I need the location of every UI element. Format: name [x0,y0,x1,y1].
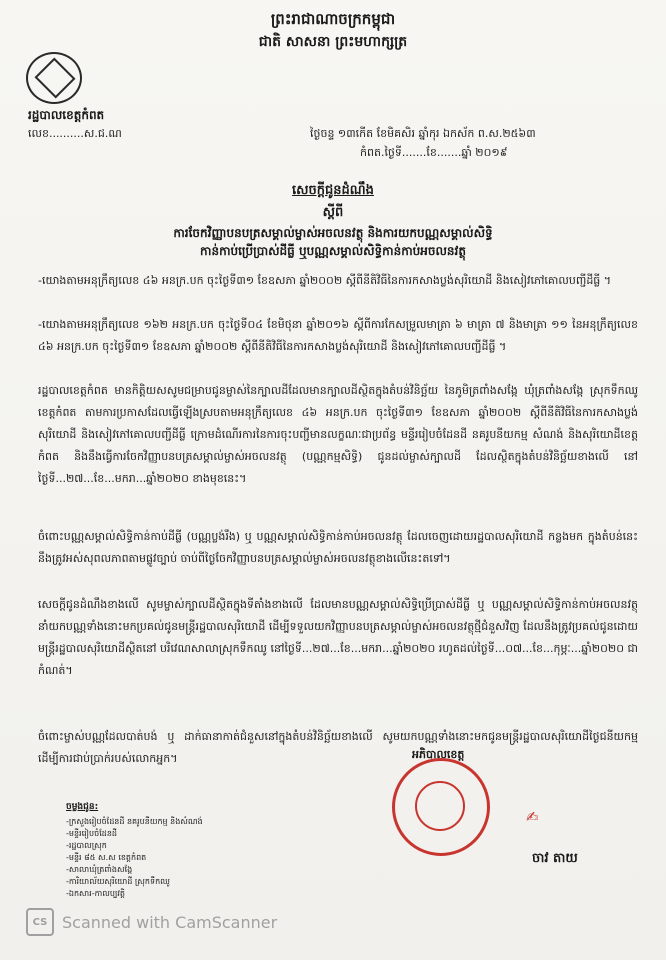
paragraph-1: -យោងតាមអនុក្រឹត្យលេខ ៤៦ អនក្រ.បក ចុះថ្ងៃទី៣១ ខែឧសភា ឆ្នាំ២០០២ ស្តីពីនីតិវិធីនៃការកសាងប្លង់សុរិយោដី និងសៀវភៅគោលបញ្ជីដីធ្លី ។ [38,274,612,287]
paragraph-6: ចំពោះម្ចាស់បណ្ណដែលបាត់បង់ ឬ ដាក់ធានាកាត់ជំនួសនៅក្នុងតំបន់វិនិច្ឆ័យខាងលើ សូមយកបណ្ណទាំងនោះមកជូនមន្ត្រីរដ្ឋបាលសុរិយោដីថ្ងៃជនីយកម្ម ដើម្បីការជាប់ប្រាក់របស់លោកអ្នក។ [38,730,638,765]
subject-line-1: ការចែកវិញ្ញាបនបត្រសម្គាល់ម្ចាស់អចលនវត្ថុ និងការយកបណ្ណសម្គាល់សិទ្ធិ [173,226,493,240]
signatory-title: អភិបាលខេត្ត [412,748,465,761]
paragraph-2: -យោងតាមអនុក្រឹត្យលេខ ១៦២ អនក្រ.បក ចុះថ្ងៃទី០៤ ខែមិថុនា ឆ្នាំ២០១៦ ស្តីពីការកែសម្រួលមាត្រា ៦ មាត្រា ៧ និងមាត្រា ១១ នៃអនុក្រឹត្យលេខ ៤៦ អនក្រ.បក ចុះថ្ងៃទី៣១ ខែឧសភា ឆ្នាំ២០០២ ស្តីពីនីតិវិធីនៃការកសាងប្លង់សុរិយោដី និងសៀវភៅគោលបញ្ជីដីធ្លី ។ [38,318,638,353]
cc-item: -ឯកសារ-កាលប្បវត្តិ [66,889,125,898]
motto-heading: ជាតិ សាសនា ព្រះមហាក្សត្រ [258,34,408,50]
scanner-text: Scanned with CamScanner [62,912,278,932]
signatory-name: ចាវ តាយ [532,851,578,866]
camscanner-icon: CS [26,908,54,936]
solar-date: កំពត.ថ្ងៃទី.......ខែ.......ឆ្នាំ ២០១៩ [360,146,508,159]
reference-number: លេខ..........ស.ជ.ណ [28,127,122,140]
subject-line-2: កាន់កាប់ប្រើប្រាស់ដីធ្លី ឬបណ្ណសម្គាល់សិទ្ធិកាន់កាប់អចលនវត្ថុ [200,244,466,258]
subject-label: ស្តីពី [322,205,344,220]
cc-item: -មន្ទីរ ៨៥ ស.ស ខេត្តកំពត [66,853,147,862]
provincial-seal [26,52,82,104]
scanner-watermark [26,908,277,936]
administration-name: រដ្ឋបាលខេត្តកំពត [28,108,105,122]
cc-item: -រដ្ឋបាលស្រុក [66,841,107,850]
paragraph-5: សេចក្តីជូនដំណឹងខាងលើ សូមម្ចាស់ក្បាលដីស្ថិតក្នុងទីតាំងខាងលើ ដែលមានបណ្ណសម្គាល់សិទ្ធិប្រើប្រាស់ដីធ្លី ឬ បណ្ណសម្គាល់សិទ្ធិកាន់កាប់អចលនវត្ថុនាំយកបណ្ណទាំងនោះមកប្រគល់ជូនមន្ត្រីរដ្ឋបាលសុរិយោដី ដើម្បីទទួលយកវិញ្ញាបនបត្រសម្គាល់ម្ចាស់អចលនវត្ថុថ្មីជំនួសវិញ ដែលនឹងត្រូវប្រគល់ជូនដោយមន្ត្រីរដ្ឋបាលសុរិយោដីស្ថិតនៅ បរិវេណសាលាស្រុកទឹកឈូ នៅថ្ងៃទី...២៧...ខែ...មករា...ឆ្នាំ២០២០ រហូតដល់ថ្ងៃទី...០៧...ខែ...កុម្ភៈ...ឆ្នាំ២០២០ ជាកំណត់។ [38,598,638,677]
cc-item: -សាលាឃុំត្រពាំងសង្កែ [66,865,133,874]
cc-item: -មន្ទីររៀបចំដែនដី [66,829,117,838]
paragraph-4: ចំពោះបណ្ណសម្គាល់សិទ្ធិកាន់កាប់ដីធ្លី (បណ្ណប្លង់រឹង) ឬ បណ្ណសម្គាល់សិទ្ធិកាន់កាប់អចលនវត្ថុ ដែលចេញដោយរដ្ឋបាលសុរិយោដី កន្លងមក ក្នុងតំបន់នេះនឹងត្រូវអស់សុពលភាពតាមផ្លូវច្បាប់ ចាប់ពីថ្ងៃចែកវិញ្ញាបនបត្រសម្គាល់ម្ចាស់អចលនវត្ថុខាងលើនេះតទៅ។ [38,530,638,565]
cc-item: -ការិយាល័យសុរិយោដី ស្រុកទឹកឈូ [66,877,170,886]
document-title: សេចក្តីជូនដំណឹង [292,183,374,198]
lunar-date: ថ្ងៃចន្ទ ១៣កើត ខែមិគសិរ ឆ្នាំកុរ ឯកស័ក ព.ស.២៥៦៣ [310,127,536,140]
cc-title: ចម្លងជូន: [66,802,99,812]
kingdom-heading: ព្រះរាជាណាចក្រកម្ពុជា [270,10,396,28]
official-stamp [392,758,490,856]
paragraph-3: រដ្ឋបាលខេត្តកំពត មានកិត្តិយសសូមជម្រាបជូនម្ចាស់នៃក្បាលដីដែលមានក្បាលដីស្ថិតក្នុងតំបន់វិនិច្ឆ័យ នៃភូមិត្រពាំងសង្កែ ឃុំត្រពាំងសង្កែ ស្រុកទឹកឈូ ខេត្តកំពត តាមការប្រកាសដែលធ្វើឡើងស្របតាមអនុក្រឹត្យលេខ ៤៦ អនក្រ.បក ចុះថ្ងៃទី៣១ ខែឧសភា ឆ្នាំ២០០២ ស្តីពីនីតិវិធីនៃការកសាងប្លង់សុរិយោដី និងសៀវភៅគោលបញ្ជីដីធ្លី ក្រោមដំណើរការនៃការចុះបញ្ជីមានលក្ខណៈជាប្រព័ន្ធ មន្ទីររៀបចំដែនដី នគរូបនីយកម្ម សំណង់ និងសុរិយោដីខេត្តកំពត និងនឹងធ្វើការចែកវិញ្ញាបនបត្រសម្គាល់ម្ចាស់អចលនវត្ថុ (បណ្ណកម្មសិទ្ធិ) ជូនដល់ម្ចាស់ក្បាលដី ដែលស្ថិតក្នុងតំបន់វិនិច្ឆ័យខាងលើ នៅថ្ងៃទី...២៧...ខែ...មករា...ឆ្នាំ២០២០ ខាងមុខនេះ។ [38,384,638,485]
handwritten-signature: ✍ [526,808,539,826]
cc-item: -ក្រសួងរៀបចំដែនដី នគរូបនីយកម្ម និងសំណង់ [66,817,203,826]
